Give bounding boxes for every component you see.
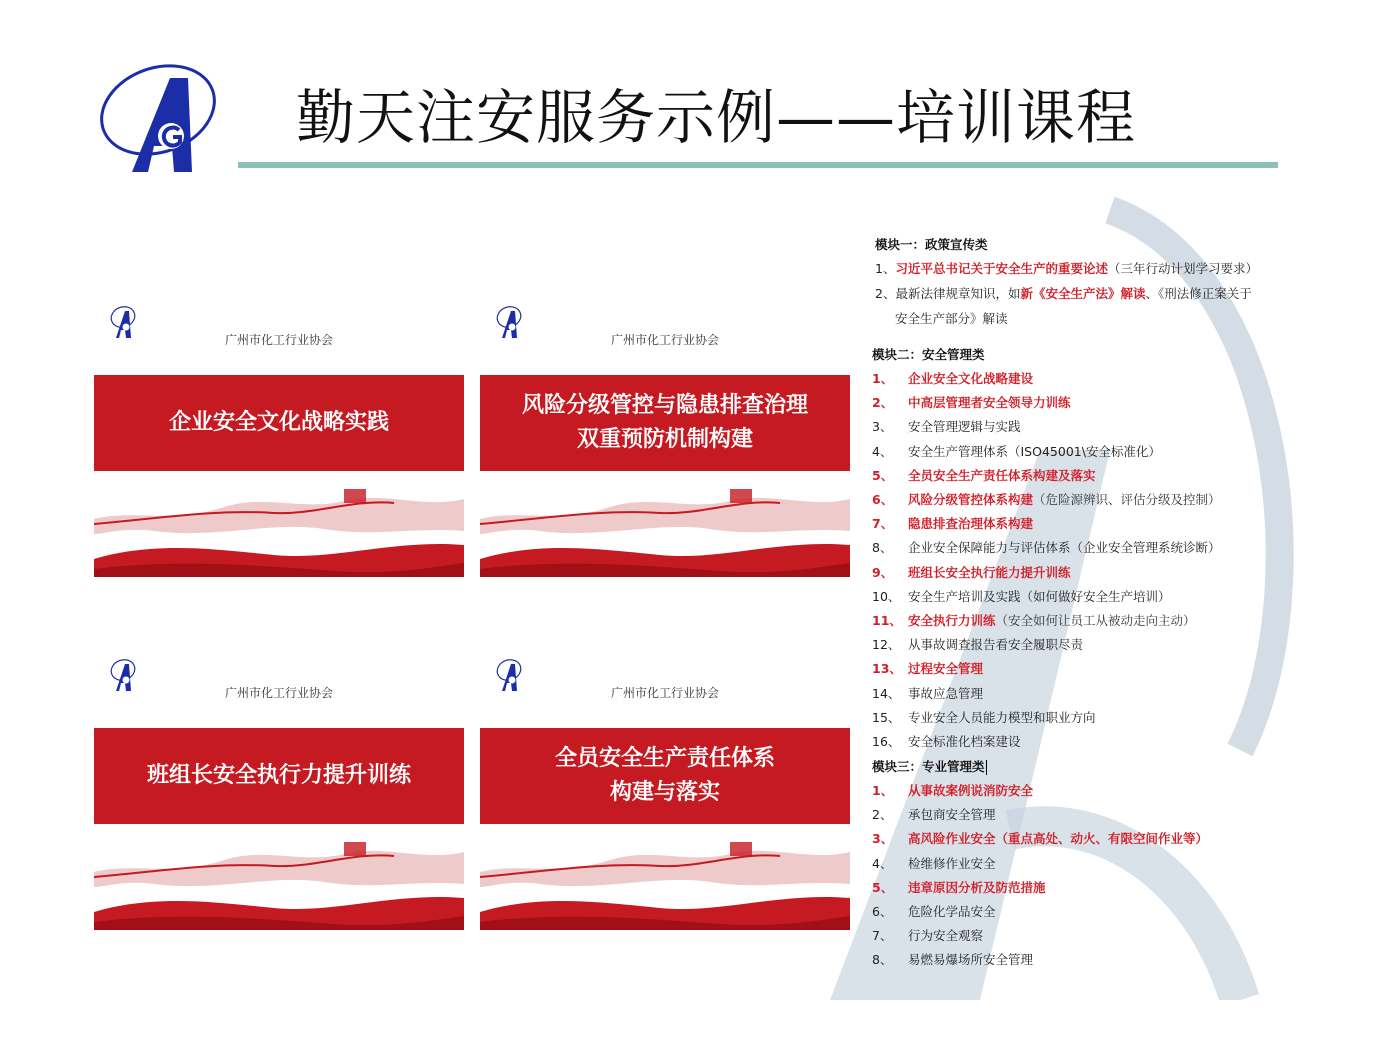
- item-text: 最新法律规章知识，如: [895, 286, 1021, 301]
- item-text: 危险化学品安全: [908, 904, 996, 919]
- item-text: 专业安全人员能力模型和职业方向: [908, 709, 1096, 725]
- great-wall-illustration: [480, 832, 850, 930]
- list-item: [872, 634, 1083, 656]
- item-text: 全员安全生产责任体系构建及落实: [908, 467, 1096, 483]
- item-number: 1、: [875, 261, 896, 276]
- item-text: 、《刑法修正案关于: [1145, 286, 1252, 301]
- list-item: [872, 489, 1221, 511]
- item-text: 从事故调查报告看安全履职尽责: [908, 637, 1084, 653]
- item-number: 11、: [872, 613, 902, 628]
- item-text: 承包商安全管理: [908, 807, 996, 823]
- list-item: [872, 804, 996, 826]
- great-wall-illustration: [94, 832, 464, 930]
- list-item: [872, 901, 996, 923]
- list-item: [872, 731, 1021, 753]
- company-logo: [92, 60, 224, 175]
- list-item: [872, 465, 1096, 487]
- item-number: 9、: [872, 564, 894, 580]
- course-slide: [480, 644, 850, 930]
- item-highlight: 新《安全生产法》解读: [1020, 286, 1146, 301]
- course-slide: [480, 291, 850, 577]
- item-number: 2、: [875, 286, 896, 301]
- item-number: 6、: [872, 904, 893, 919]
- item-number: 5、: [872, 879, 894, 895]
- list-item: [872, 562, 1071, 584]
- module-header-text: 模块三：专业管理类: [872, 759, 985, 774]
- list-item: [872, 416, 1021, 438]
- item-number: 13、: [872, 661, 902, 677]
- item-text: 易燃易爆场所安全管理: [908, 952, 1034, 968]
- list-item: [872, 392, 1071, 414]
- item-text: 隐患排查治理体系构建: [908, 516, 1034, 532]
- list-item: [872, 537, 1221, 559]
- item-text: 风险分级管控体系构建: [908, 492, 1034, 507]
- item-number: 7、: [872, 928, 893, 944]
- item-number: 8、: [872, 952, 893, 968]
- list-item: [872, 513, 1033, 535]
- module-header: [872, 756, 987, 778]
- item-text: 检维修作业安全: [908, 855, 996, 871]
- item-note: （三年行动计划学习要求）: [1107, 261, 1258, 276]
- list-item: [872, 610, 1196, 632]
- item-text: 过程安全管理: [908, 661, 984, 677]
- item-text: 企业安全保障能力与评估体系（企业安全管理系统诊断）: [908, 540, 1221, 556]
- item-text: 高风险作业安全（重点高处、动火、有限空间作业等）: [908, 831, 1209, 847]
- item-number: 2、: [872, 807, 893, 823]
- item-number: 3、: [872, 419, 893, 435]
- association-name: 广州市化工行业协会: [610, 333, 719, 347]
- item-number: 1、: [872, 371, 894, 386]
- slide-title: 全员安全生产责任体系 构建与落实: [554, 746, 775, 805]
- item-number: 3、: [872, 831, 894, 847]
- text-cursor: [986, 760, 987, 775]
- item-number: 10、: [872, 588, 901, 604]
- slide-title-band: [480, 728, 850, 824]
- slide-title-band: [480, 375, 850, 471]
- course-slide: [94, 291, 464, 577]
- item-text: 安全标准化档案建设: [908, 734, 1021, 749]
- list-item: [872, 707, 1096, 729]
- item-note: （危险源辨识、评估分级及控制）: [1033, 492, 1221, 507]
- item-text: 安全生产管理体系（ISO45001\安全标准化）: [908, 443, 1161, 459]
- list-item: [872, 877, 1046, 899]
- item-number: 15、: [872, 709, 901, 725]
- module-header: 模块一：政策宣传类: [875, 237, 988, 252]
- list-item: [872, 683, 983, 705]
- item-number: 4、: [872, 443, 893, 459]
- item-text: 安全生产培训及实践（如何做好安全生产培训）: [908, 588, 1171, 604]
- list-item: [872, 828, 1208, 850]
- item-number: 8、: [872, 540, 893, 556]
- slide-title-band: [94, 728, 464, 824]
- slide-title: 班组长安全执行力提升训练: [146, 763, 411, 788]
- item-number: 14、: [872, 685, 901, 701]
- list-item: [875, 283, 1252, 305]
- item-text: 中高层管理者安全领导力训练: [908, 395, 1071, 411]
- item-text: 安全管理逻辑与实践: [908, 419, 1021, 435]
- item-number: 4、: [872, 855, 893, 871]
- item-text: 事故应急管理: [908, 685, 984, 701]
- slide-title: 企业安全文化战略实践: [168, 410, 389, 435]
- list-item: [872, 441, 1161, 463]
- list-item: [872, 586, 1171, 608]
- item-number: 16、: [872, 734, 901, 749]
- slide-title-band: [94, 375, 464, 471]
- item-text: 班组长安全执行能力提升训练: [908, 564, 1071, 580]
- item-text: 习近平总书记关于安全生产的重要论述: [895, 261, 1108, 276]
- item-text: 行为安全观察: [908, 928, 984, 944]
- great-wall-illustration: [480, 479, 850, 577]
- list-item: [872, 780, 1033, 802]
- list-item: [872, 925, 983, 947]
- list-item: [875, 258, 1258, 280]
- list-item: [872, 853, 996, 875]
- item-text: 企业安全文化战略建设: [908, 371, 1034, 386]
- item-note: （安全如何让员工从被动走向主动）: [995, 613, 1196, 628]
- page-title: 勤天注安服务示例——培训课程: [296, 83, 1137, 152]
- item-text: 违章原因分析及防范措施: [908, 879, 1046, 895]
- association-name: 广州市化工行业协会: [224, 686, 333, 700]
- association-name: 广州市化工行业协会: [224, 333, 333, 347]
- list-item: [872, 658, 983, 680]
- title-underline: [238, 162, 1278, 168]
- item-number: 2、: [872, 395, 894, 411]
- module-header: 模块二：安全管理类: [872, 347, 985, 362]
- item-number: 7、: [872, 516, 894, 532]
- item-number: 6、: [872, 492, 894, 507]
- course-list-panel: [855, 226, 1258, 996]
- association-name: 广州市化工行业协会: [610, 686, 719, 700]
- item-number: 5、: [872, 467, 894, 483]
- item-text: 安全执行力训练: [908, 613, 996, 628]
- item-text: 从事故案例说消防安全: [908, 783, 1034, 798]
- slide-title: 风险分级管控与隐患排查治理 双重预防机制构建: [521, 393, 808, 452]
- list-item: [872, 949, 1033, 971]
- item-number: 1、: [872, 783, 894, 798]
- list-item: [872, 368, 1033, 390]
- list-item-continuation: 安全生产部分》解读: [895, 311, 1008, 326]
- item-number: 12、: [872, 637, 901, 653]
- great-wall-illustration: [94, 479, 464, 577]
- course-slide: [94, 644, 464, 930]
